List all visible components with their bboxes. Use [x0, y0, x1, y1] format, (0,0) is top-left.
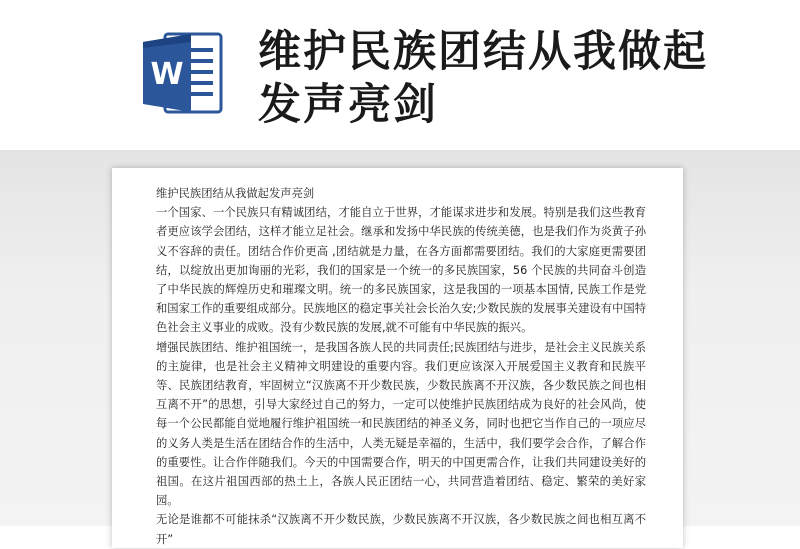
paragraph-1: 一个国家、一个民族只有精诚团结，才能自立于世界，才能谋求进步和发展。特别是我们这些教育者更应该学会团结，这样才能立足社会。继承和发扬中华民族的传统美德，也是我们作为炎黄子孙义不容辞的责任。团结合作价更高 ,团结就是力量，在各方面都需要团结。我们的大家庭更需要团结，以绽放出更加询丽的光彩，我们的国家是一个统一的多民族国家，56 个民族的共同奋斗创造了中华民族的辉煌历史和璀璨文明。统一的多民族国家，这是我国的一项基本国情, 民族工作是党和国家工作的重要组成部分。民族地区的稳定事关社会长治久安;少数民族的发展事关建设有中国特色社会主义事业的成败。没有少数民族的发展,就不可能有中华民族的振兴。	[156, 206, 646, 335]
word-document-icon	[143, 30, 225, 116]
document-page	[112, 168, 683, 548]
page-content	[156, 184, 646, 549]
document-title: 维护民族团结从我做起发声亮剑	[258, 27, 708, 130]
paragraph-2: 增强民族团结、维护祖国统一，是我国各族人民的共同责任;民族团结与进步，是社会主义民族关系的主旋律，也是社会主义精神文明建设的重要内容。我们更应该深入开展爱国主义教育和民族平等、民族团结教育，牢固树立“汉族离不开少数民族，少数民族离不开汉族，各少数民族之间也相互离不开”的思想，引导大家经过自己的努力，一定可以使维护民族团结成为良好的社会风尚，使每一个公民都能自觉地履行维护祖国统一和民族团结的神圣义务，同时也把它当作自己的一项应尽的义务人类是生活在团结合作的生活中，人类无疑是幸福的，生活中，我们要学会合作，了解合作的重要性。让合作伴随我们。今天的中国需要合作，明天的中国更需合作，让我们共同建设美好的祖国。在这片祖国西部的热土上，各族人民正团结一心，共同营造着团结、稳定、繁荣的美好家园。	[156, 340, 646, 508]
paragraph-3: 无论是谁都不可能抹杀“汉族离不开少数民族，少数民族离不开汉族，各少数民族之间也相互离不开”	[156, 513, 646, 546]
word-icon-letter: W	[150, 57, 184, 92]
document-heading: 维护民族团结从我做起发声亮剑	[156, 187, 315, 200]
header	[0, 0, 800, 150]
